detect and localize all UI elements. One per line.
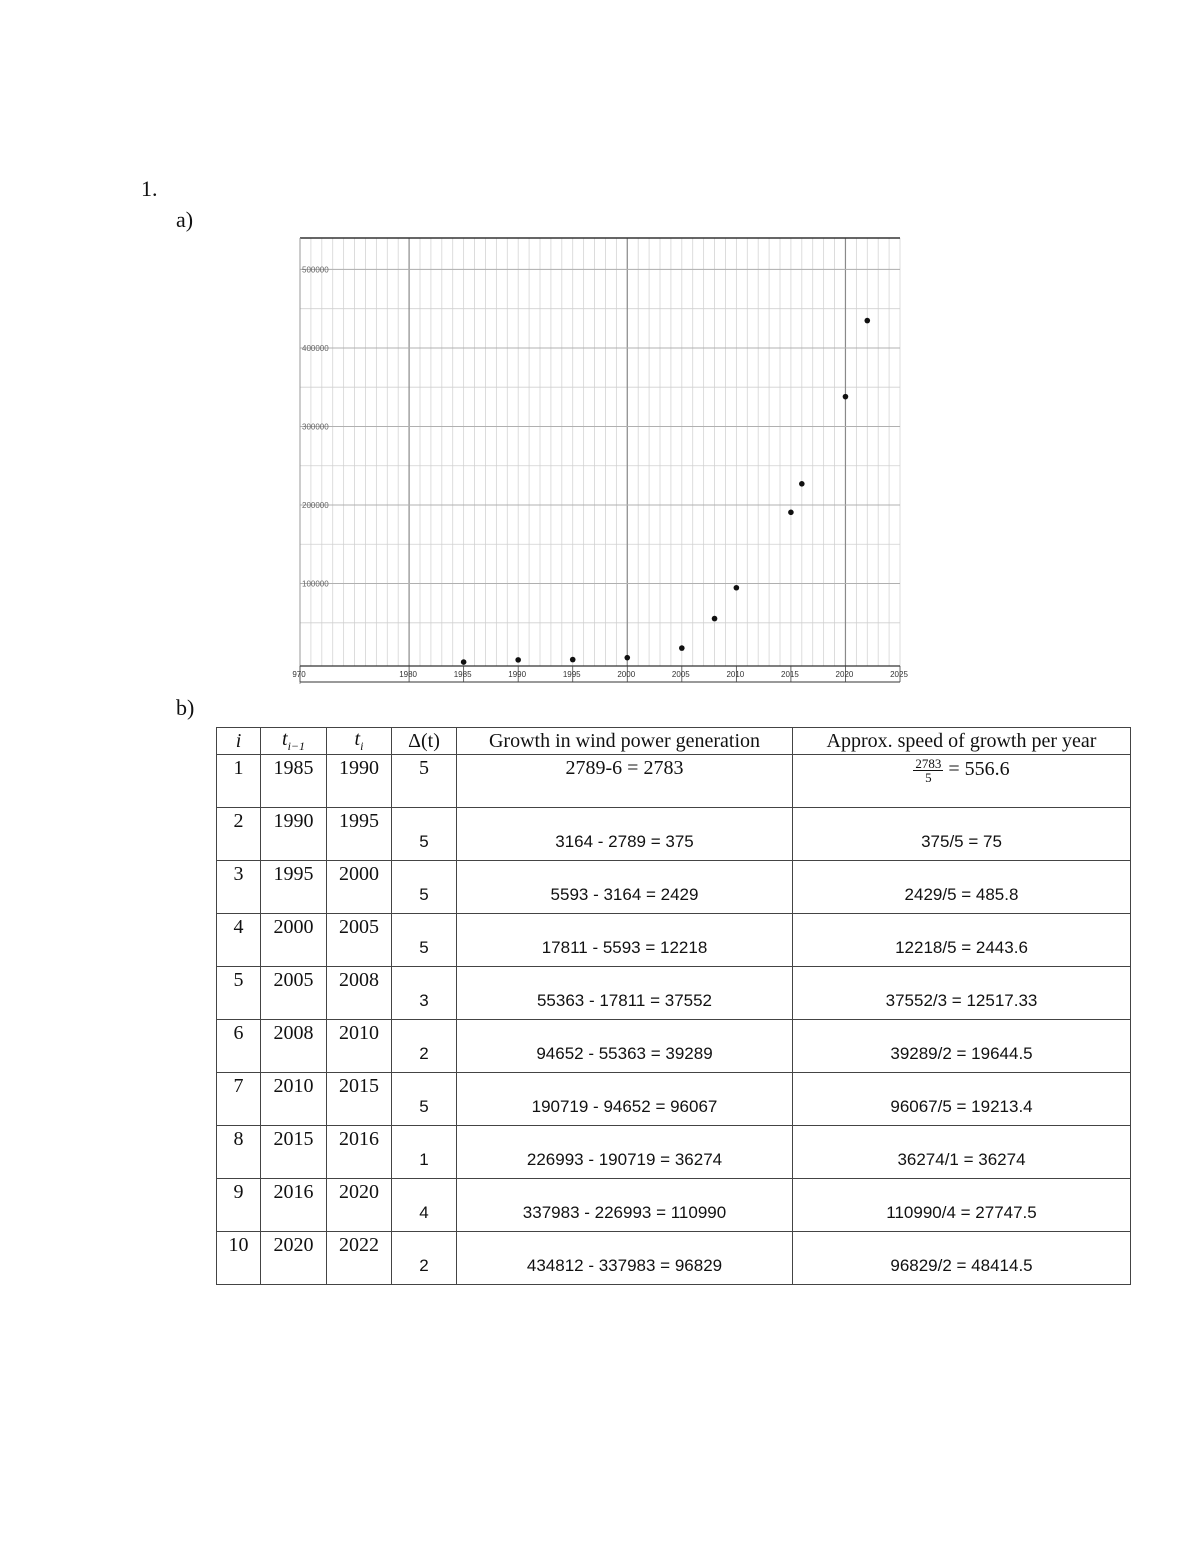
- x-tick-label: 2020: [835, 670, 854, 679]
- header-speed: Approx. speed of growth per year: [793, 728, 1131, 755]
- cell-i-text: 3: [233, 863, 244, 885]
- cell-t-prev: [261, 1073, 327, 1126]
- x-tick-label: 2025: [890, 670, 908, 679]
- cell-t: [327, 1126, 392, 1179]
- data-point: [624, 655, 630, 661]
- cell-i-text: 2: [233, 810, 244, 832]
- chart-svg: [292, 236, 908, 684]
- cell-speed: [793, 1126, 1131, 1179]
- cell-growth-text: 17811 - 5593 = 12218: [541, 938, 708, 957]
- cell-delta-t-text: 1: [419, 1150, 429, 1169]
- cell-t: [327, 755, 392, 808]
- cell-i: [217, 1232, 261, 1285]
- cell-t-text: 2010: [339, 1022, 379, 1044]
- cell-speed-text: 39289/2 = 19644.5: [890, 1044, 1033, 1063]
- data-point: [679, 645, 685, 651]
- cell-growth: [457, 1126, 793, 1179]
- y-tick-label: 200000: [302, 501, 329, 511]
- data-point: [461, 659, 467, 665]
- cell-speed-text: 12218/5 = 2443.6: [895, 938, 1028, 957]
- table-row: [217, 914, 1131, 967]
- table-row: [217, 967, 1131, 1020]
- cell-t-prev-text: 2015: [273, 1128, 314, 1150]
- cell-i-text: 6: [233, 1022, 244, 1044]
- cell-delta-t-text: 4: [419, 1203, 429, 1222]
- cell-delta-t-text: 2: [419, 1044, 429, 1063]
- data-point: [864, 318, 870, 324]
- cell-growth: [457, 755, 793, 808]
- cell-growth-text: 434812 - 337983 = 96829: [526, 1256, 723, 1275]
- y-tick-label: 100000: [302, 579, 329, 589]
- cell-i: [217, 1179, 261, 1232]
- data-point: [788, 509, 794, 515]
- cell-t: [327, 1232, 392, 1285]
- cell-t-prev-text: 2000: [273, 916, 314, 938]
- x-tick-label: 2000: [617, 670, 636, 679]
- cell-t-prev-text: 1995: [273, 863, 314, 885]
- cell-growth: [457, 967, 793, 1020]
- cell-speed: [793, 1232, 1131, 1285]
- cell-i: [217, 1126, 261, 1179]
- cell-delta-t: [392, 914, 457, 967]
- problem-number: 1.: [141, 176, 158, 201]
- y-tick-label: 500000: [302, 265, 329, 275]
- cell-speed: [793, 861, 1131, 914]
- table-row: [217, 861, 1131, 914]
- cell-growth-text: 337983 - 226993 = 110990: [522, 1203, 727, 1222]
- cell-delta-t: [392, 1073, 457, 1126]
- cell-i: [217, 967, 261, 1020]
- table-row: [217, 1232, 1131, 1285]
- header-delta-t: Δ(t): [392, 728, 457, 755]
- data-point: [570, 657, 576, 663]
- cell-t-prev-text: 2010: [273, 1075, 314, 1097]
- cell-t-prev-text: 2016: [273, 1181, 314, 1203]
- header-t: [327, 728, 392, 755]
- cell-t-text: 2022: [339, 1234, 379, 1256]
- cell-delta-t: [392, 1232, 457, 1285]
- table-row: [217, 1179, 1131, 1232]
- header-growth: Growth in wind power generation: [457, 728, 793, 755]
- cell-i: [217, 861, 261, 914]
- cell-i-text: 9: [233, 1181, 244, 1203]
- table-row: [217, 1073, 1131, 1126]
- y-tick-label: 400000: [302, 343, 329, 353]
- cell-growth-text: 2789-6 = 2783: [565, 757, 684, 779]
- cell-speed: [793, 1073, 1131, 1126]
- cell-growth: [457, 861, 793, 914]
- cell-delta-t: [392, 808, 457, 861]
- cell-delta-t-text: 5: [419, 757, 429, 779]
- table-row: [217, 755, 1131, 808]
- cell-speed: [793, 755, 1131, 808]
- cell-t-text: 2016: [339, 1128, 379, 1150]
- part-b-label: b): [176, 695, 195, 720]
- cell-growth: [457, 1073, 793, 1126]
- cell-i: [217, 1020, 261, 1073]
- part-a-label: a): [176, 207, 194, 232]
- cell-t-prev-text: 2005: [273, 969, 314, 991]
- cell-i-text: 8: [233, 1128, 244, 1150]
- cell-t-prev: [261, 1126, 327, 1179]
- cell-i-text: 7: [233, 1075, 244, 1097]
- cell-delta-t-text: 5: [419, 1097, 429, 1116]
- fraction-denominator: 5: [925, 770, 932, 785]
- cell-growth: [457, 1020, 793, 1073]
- cell-i: [217, 755, 261, 808]
- cell-speed-expression: [799, 755, 1124, 784]
- cell-t: [327, 1073, 392, 1126]
- cell-speed-text: 110990/4 = 27747.5: [886, 1203, 1037, 1222]
- cell-growth-text: 3164 - 2789 = 375: [555, 832, 694, 851]
- data-point: [712, 616, 718, 622]
- header-i: i: [217, 728, 261, 755]
- cell-delta-t: [392, 1126, 457, 1179]
- cell-i-text: 5: [233, 969, 244, 991]
- cell-t-text: 2000: [339, 863, 379, 885]
- cell-speed: [793, 1179, 1131, 1232]
- header-t-prev: [261, 728, 327, 755]
- y-tick-label: 300000: [302, 422, 329, 432]
- cell-speed-text: 37552/3 = 12517.33: [885, 991, 1038, 1010]
- cell-i: [217, 808, 261, 861]
- x-tick-label: 1995: [562, 670, 581, 679]
- cell-t-text: 1995: [339, 810, 379, 832]
- cell-delta-t-text: 2: [419, 1256, 429, 1275]
- data-point: [734, 585, 740, 591]
- x-tick-label: 1990: [508, 670, 527, 679]
- cell-t-text: 1990: [339, 757, 379, 779]
- cell-t-prev: [261, 967, 327, 1020]
- cell-t-prev: [261, 808, 327, 861]
- header-t-base: t: [354, 728, 361, 750]
- cell-t-prev-text: 1990: [273, 810, 314, 832]
- cell-speed-text: 36274/1 = 36274: [897, 1150, 1026, 1169]
- data-point: [515, 657, 521, 663]
- cell-t-prev: [261, 914, 327, 967]
- table-header-row: [217, 728, 1131, 755]
- header-t-prev-base: t: [282, 728, 288, 750]
- cell-t-prev-text: 1985: [273, 757, 314, 779]
- cell-i: [217, 1073, 261, 1126]
- cell-speed-text: 375/5 = 75: [921, 832, 1002, 851]
- cell-delta-t-text: 5: [419, 885, 429, 904]
- header-t-sub: i: [360, 739, 364, 753]
- table-row: [217, 1020, 1131, 1073]
- cell-i-text: 10: [228, 1234, 249, 1256]
- cell-growth-text: 5593 - 3164 = 2429: [550, 885, 699, 904]
- cell-growth-text: 55363 - 17811 = 37552: [536, 991, 713, 1010]
- cell-delta-t-text: 5: [419, 832, 429, 851]
- fraction-result: = 556.6: [948, 758, 1010, 781]
- cell-t-prev-text: 2008: [273, 1022, 314, 1044]
- cell-t-text: 2015: [339, 1075, 379, 1097]
- cell-delta-t: [392, 1179, 457, 1232]
- cell-i-text: 1: [233, 757, 244, 779]
- cell-growth-text: 94652 - 55363 = 39289: [536, 1044, 713, 1063]
- header-t-prev-sub: i−1: [287, 739, 305, 753]
- cell-delta-t: [392, 1020, 457, 1073]
- cell-t-prev-text: 2020: [273, 1234, 314, 1256]
- fraction-numerator: 2783: [915, 756, 942, 771]
- cell-t-text: 2020: [339, 1181, 379, 1203]
- x-tick-label: 1980: [399, 670, 417, 679]
- cell-speed: [793, 808, 1131, 861]
- cell-t: [327, 967, 392, 1020]
- cell-t-prev: [261, 1232, 327, 1285]
- cell-delta-t-text: 5: [419, 938, 429, 957]
- x-tick-label: 1985: [453, 670, 472, 679]
- cell-speed: [793, 1020, 1131, 1073]
- cell-t: [327, 1020, 392, 1073]
- table-row: [217, 1126, 1131, 1179]
- cell-speed-text: 2429/5 = 485.8: [904, 885, 1019, 904]
- cell-speed-text: 96067/5 = 19213.4: [890, 1097, 1033, 1116]
- cell-speed: [793, 967, 1131, 1020]
- cell-growth: [457, 914, 793, 967]
- table-row: [217, 808, 1131, 861]
- data-point: [843, 394, 849, 400]
- cell-t-prev: [261, 1179, 327, 1232]
- data-point: [799, 481, 805, 487]
- cell-growth: [457, 1232, 793, 1285]
- cell-t-prev: [261, 861, 327, 914]
- cell-t-text: 2005: [339, 916, 379, 938]
- cell-t-prev: [261, 755, 327, 808]
- cell-speed-text: 96829/2 = 48414.5: [890, 1256, 1033, 1275]
- cell-i-text: 4: [233, 916, 244, 938]
- cell-t-text: 2008: [339, 969, 379, 991]
- cell-growth-text: 190719 - 94652 = 96067: [531, 1097, 718, 1116]
- speed-fraction: [913, 757, 943, 784]
- cell-t-prev: [261, 1020, 327, 1073]
- cell-delta-t: [392, 967, 457, 1020]
- cell-t: [327, 914, 392, 967]
- cell-delta-t: [392, 861, 457, 914]
- x-tick-label: 2015: [781, 670, 799, 679]
- cell-t: [327, 861, 392, 914]
- cell-growth-text: 226993 - 190719 = 36274: [526, 1150, 723, 1169]
- cell-growth: [457, 1179, 793, 1232]
- cell-t: [327, 808, 392, 861]
- x-tick-label: 2005: [671, 670, 690, 679]
- scatter-chart: [292, 236, 908, 684]
- cell-delta-t-text: 3: [419, 991, 429, 1010]
- cell-speed: [793, 914, 1131, 967]
- cell-growth: [457, 808, 793, 861]
- cell-i: [217, 914, 261, 967]
- x-tick-label: 2010: [726, 670, 745, 679]
- cell-t: [327, 1179, 392, 1232]
- cell-delta-t: [392, 755, 457, 808]
- growth-table: [216, 727, 1131, 1285]
- x-tick-label: 970: [292, 670, 306, 679]
